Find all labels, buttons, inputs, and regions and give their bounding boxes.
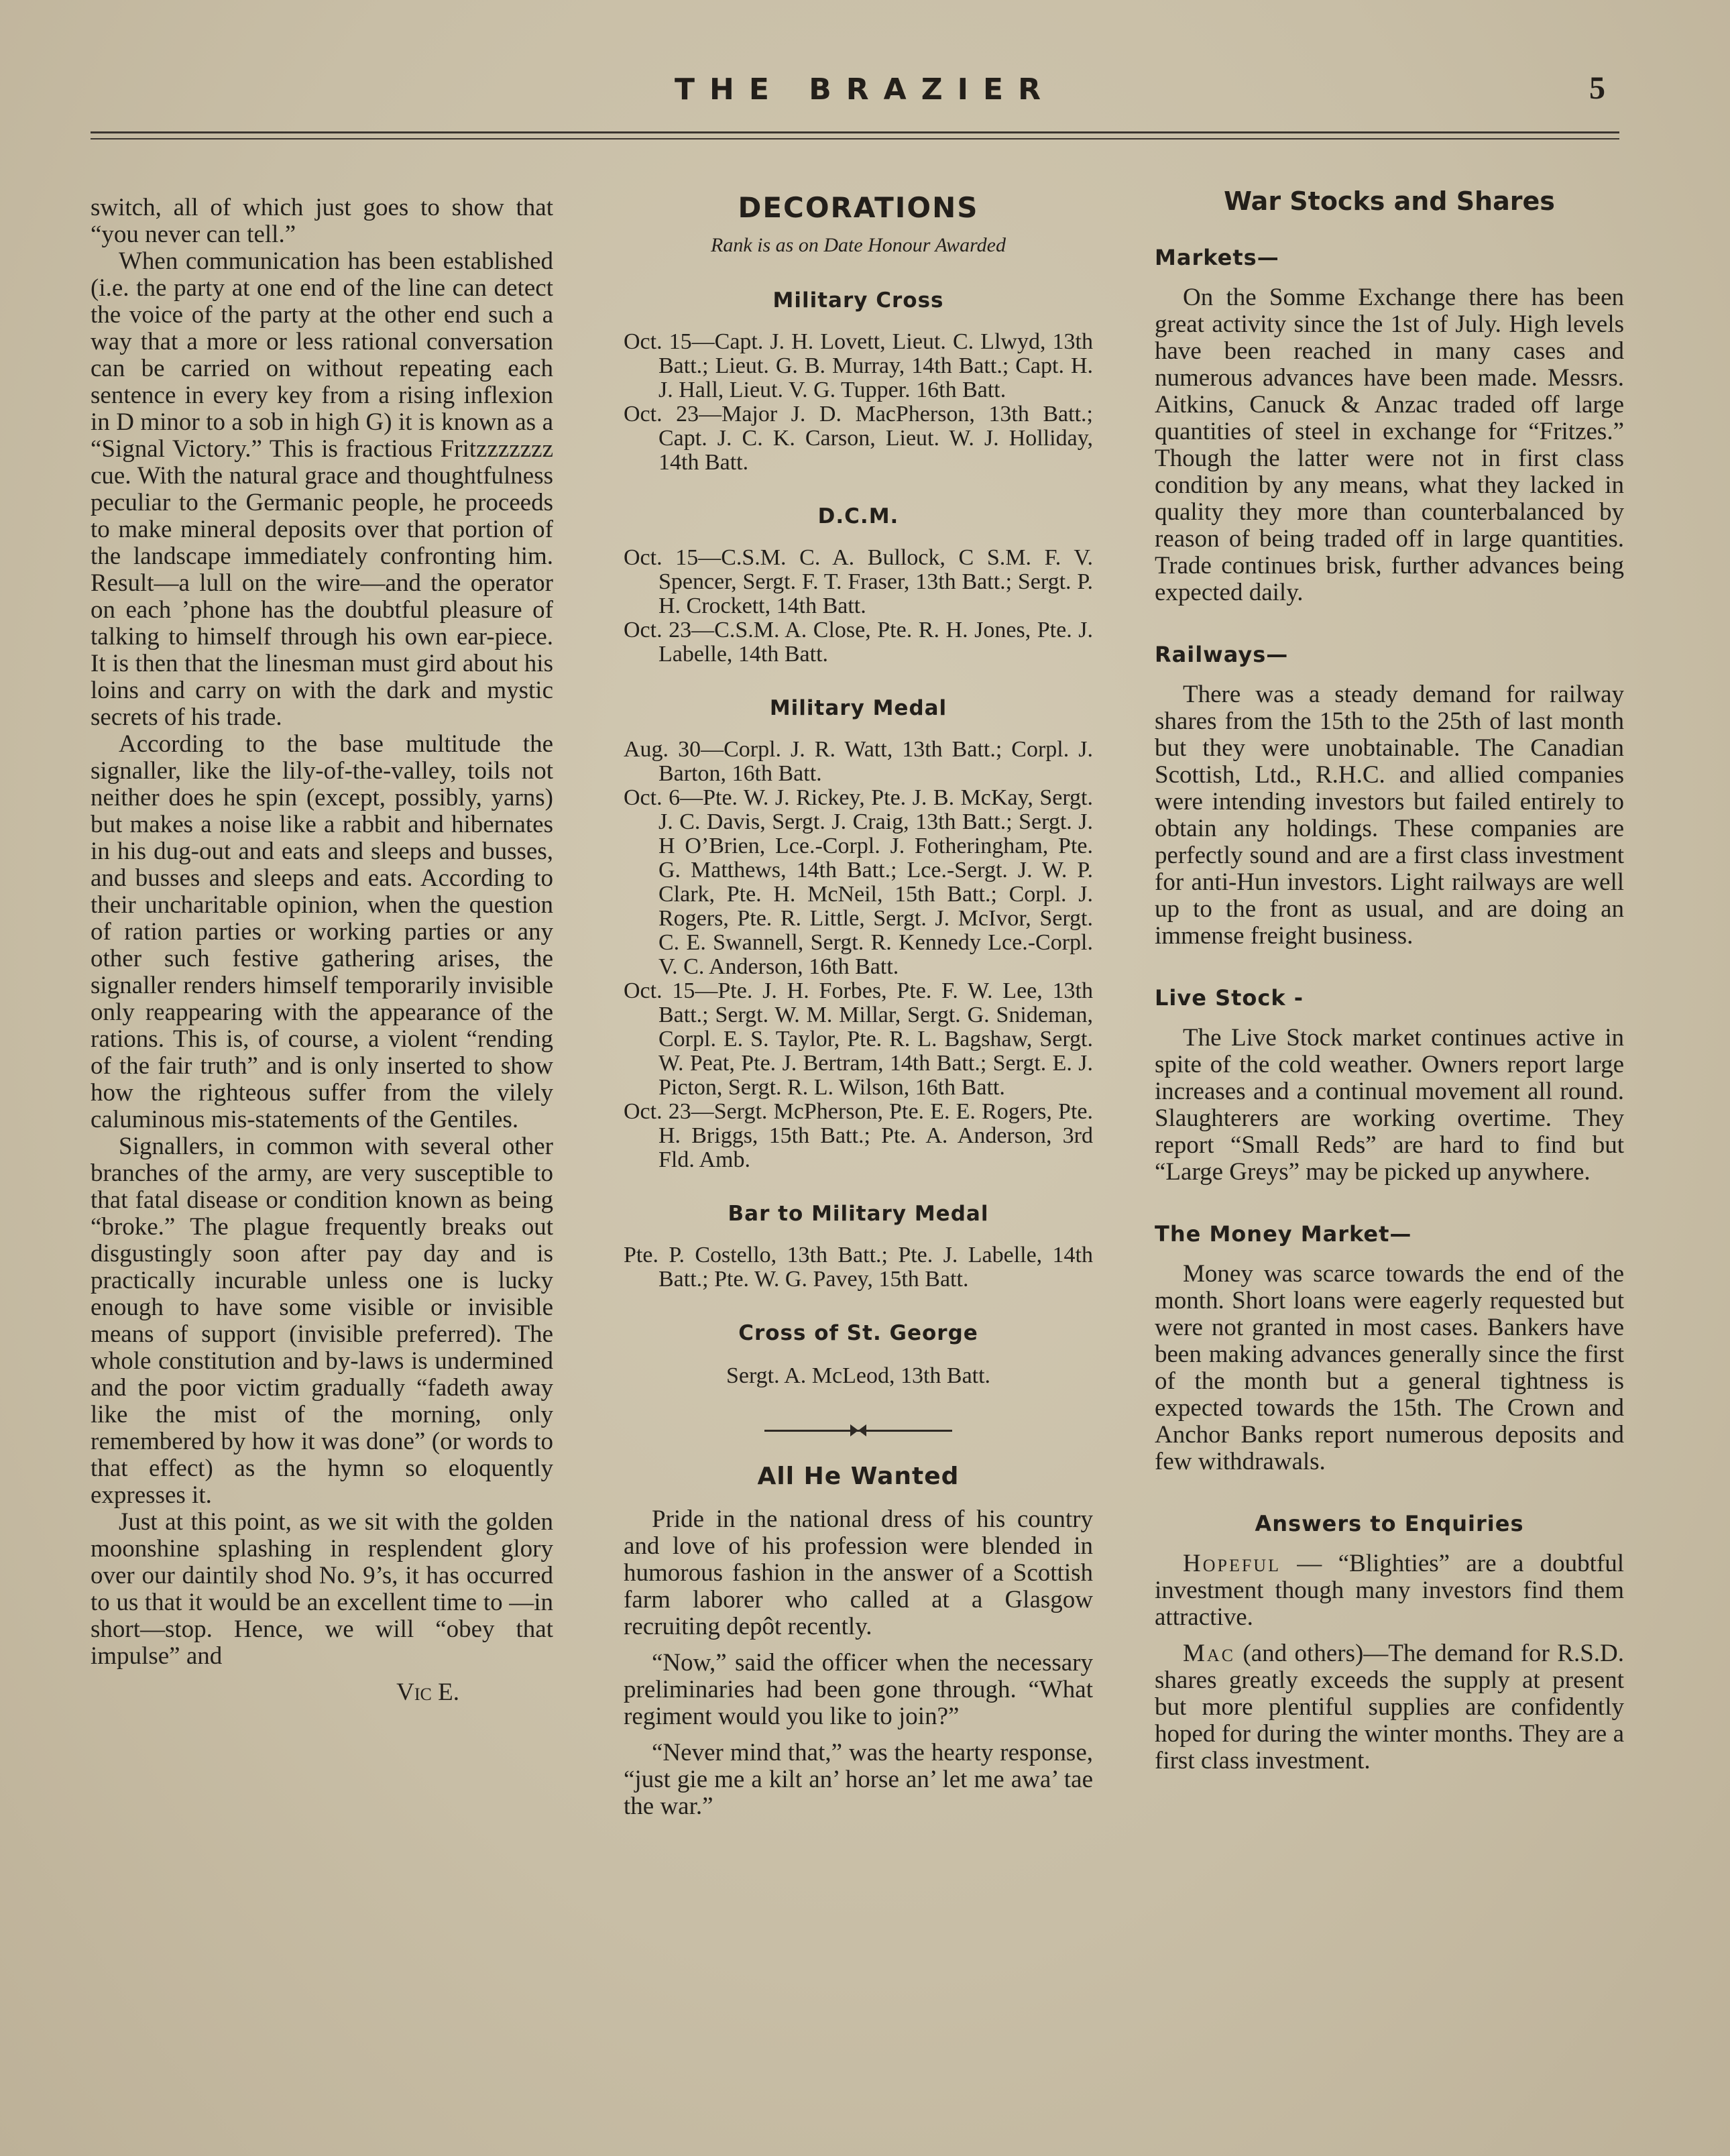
middle-column bbox=[624, 191, 1093, 1820]
masthead-title: THE BRAZIER bbox=[675, 72, 1055, 107]
military-medal-heading: Military Medal bbox=[769, 696, 947, 720]
bar-to-medal-heading: Bar to Military Medal bbox=[728, 1202, 989, 1226]
paragraph: “Never mind that,” was the hearty response, “just gie me a kilt an’ horse an’ let me awa’ tae the war.” bbox=[624, 1739, 1093, 1820]
paragraph: switch, all of which just goes to show that “you never can tell.” bbox=[91, 194, 553, 248]
live-stock-section bbox=[1155, 984, 1624, 1186]
answer-text: (and others)—The demand for R.S.D. shares greatly exceeds the supply at present but more plentiful supplies are confidently hoped for during the winter months. They are a first class investment. bbox=[1155, 1640, 1624, 1774]
money-market-heading: The Money Market— bbox=[1155, 1221, 1412, 1247]
answer-hopeful bbox=[1155, 1550, 1624, 1631]
war-stocks-title: War Stocks and Shares bbox=[1224, 186, 1555, 216]
award-entry: Oct. 15—C.S.M. C. A. Bullock, C S.M. F. V. Spencer, Sergt. F. T. Fraser, 13th Batt.; Sergt. P. H. Crockett, 14th Batt. bbox=[624, 545, 1093, 618]
answer-name: Hopeful bbox=[1183, 1550, 1281, 1577]
paragraph: “Now,” said the officer when the necessary preliminaries had been gone through. “What regiment would you like to join?” bbox=[624, 1649, 1093, 1730]
page-number: 5 bbox=[1589, 70, 1605, 106]
header-rule-top bbox=[91, 131, 1619, 133]
award-entry: Oct. 15—Pte. J. H. Forbes, Pte. F. W. Lee, 13th Batt.; Sergt. W. M. Millar, Sergt. G. Snideman, Corpl. E. S. Taylor, Pte. R. L. Bagshaw, Sergt. W. Peat, Pte. J. Bertram, 14th Batt.; Sergt. E. J. Picton, Sergt. R. L. Wilson, 16th Batt. bbox=[624, 978, 1093, 1100]
paragraph: When communication has been established (i.e. the party at one end of the line can detect the voice of the party at the other end such a way that a more or less rational conversation can be carried on without repeating each sentence in every key from a rising inflexion in D minor to a sob in high G) it is known as a “Signal Victory.” This is fractious Fritzzzzzzz cue. With the natural grace and thoughtfulness peculiar to the Germanic people, he proceeds to make mineral deposits over that portion of the landscape immediately confronting him. Result—a lull on the wire—and the operator on each ’phone has the doubtful pleasure of talking to himself through his own ear-piece. It is then that the linesman must gird about his loins and carry on with the dark and mystic secrets of his trade. bbox=[91, 247, 553, 731]
award-entry: Oct. 23—Sergt. McPherson, Pte. E. E. Rogers, Pte. H. Briggs, 15th Batt.; Pte. A. Anderson, 3rd Fld. Amb. bbox=[624, 1099, 1093, 1172]
answers-heading: Answers to Enquiries bbox=[1255, 1511, 1524, 1536]
paragraph: On the Somme Exchange there has been great activity since the 1st of July. High levels have been reached in many cases and numerous advances have been made. Messrs. Aitkins, Canuck & Anzac traded off large quantities of steel in exchange for “Fritzes.” Though the latter were not in first class condition by any means, what they lacked in quality they more than counterbalanced by reason of being traded off in large quantities. Trade continues brisk, further advances being expected daily. bbox=[1155, 284, 1624, 606]
answer-name: Mac bbox=[1183, 1640, 1236, 1667]
military-cross-heading: Military Cross bbox=[772, 288, 944, 313]
paragraph: Money was scarce towards the end of the month. Short loans were eagerly requested but were not granted in most cases. Bankers have been making advances generally since the first of the month but a general tightness is expected towards the 15th. The Crown and Anchor Banks report numerous deposits and few withdrawals. bbox=[1155, 1260, 1624, 1475]
live-stock-heading: Live Stock - bbox=[1155, 985, 1304, 1011]
right-column bbox=[1155, 186, 1624, 1809]
all-he-wanted-heading: All He Wanted bbox=[757, 1463, 960, 1490]
author-signature: Vic E. bbox=[396, 1679, 459, 1706]
markets-section bbox=[1155, 244, 1624, 606]
header-rule-bottom bbox=[91, 138, 1619, 139]
award-entry: Oct. 23—Major J. D. MacPherson, 13th Batt.; Capt. J. C. K. Carson, Lieut. W. J. Holliday, 14th Batt. bbox=[624, 402, 1093, 475]
railways-heading: Railways— bbox=[1155, 642, 1289, 667]
award-entry: Oct. 23—C.S.M. A. Close, Pte. R. H. Jones, Pte. J. Labelle, 14th Batt. bbox=[624, 618, 1093, 667]
markets-heading: Markets— bbox=[1155, 245, 1279, 270]
ornamental-divider bbox=[764, 1416, 952, 1443]
decorations-subtitle: Rank is as on Date Honour Awarded bbox=[711, 234, 1006, 256]
answer-mac bbox=[1155, 1640, 1624, 1774]
award-entry: Sergt. A. McLeod, 13th Batt. bbox=[726, 1363, 991, 1388]
divider-ornament-icon bbox=[850, 1424, 866, 1436]
paragraph: Pride in the national dress of his country and love of his profession were blended in humorous fashion in the answer of a Scottish farm laborer who called at a Glasgow recruiting depôt recently. bbox=[624, 1506, 1093, 1640]
paragraph: Just at this point, as we sit with the golden moonshine splashing in resplendent glory over our daintily shod No. 9’s, it has occurred to us that it would be an excellent time to —in short—stop. Hence, we will “obey that impulse” and bbox=[91, 1508, 553, 1670]
award-entry: Oct. 6—Pte. W. J. Rickey, Pte. J. B. McKay, Sergt. J. C. Davis, Sergt. J. Craig, 13th Batt.; Sergt. J. H O’Brien, Lce.-Corpl. J. Fotheringham, Pte. G. Matthews, 14th Batt.; Lce.-Sergt. J. W. P. Clark, Pte. H. McNeil, 15th Batt.; Corpl. J. Rogers, Pte. R. Little, Sergt. J. McIvor, Sergt. C. E. Swannell, Sergt. R. Kennedy Lce.-Corpl. V. C. Anderson, 16th Batt. bbox=[624, 785, 1093, 979]
divider-line bbox=[764, 1430, 952, 1432]
paragraph: According to the base multitude the signaller, like the lily-of-the-valley, toils not neither does he spin (except, possibly, yarns) but makes a noise like a rabbit and hibernates in his dug-out and eats and sleeps and busses, and busses and sleeps and eats. According to their uncharitable opinion, when the question of ration parties or working parties or any other such festive gathering arises, the signaller renders himself temporarily invisible only reappearing with the appearance of the rations. This is, of course, a violent “rending of the fair truth” and is only inserted to show how the righteous suffer from the vilely caluminous mis-statements of the Gentiles. bbox=[91, 730, 553, 1133]
left-column bbox=[91, 194, 553, 1706]
decorations-title: DECORATIONS bbox=[738, 191, 979, 224]
award-entry: Oct. 15—Capt. J. H. Lovett, Lieut. C. Llwyd, 13th Batt.; Lieut. G. B. Murray, 14th Batt.; Capt. H. J. Hall, Lieut. V. G. Tupper. 16th Batt. bbox=[624, 329, 1093, 402]
answer-text: — “Blighties” are a doubtful investment though many investors find them attractive. bbox=[1155, 1550, 1624, 1631]
paragraph: Signallers, in common with several other branches of the army, are very susceptible to that fatal disease or condition known as being “broke.” The plague frequently breaks out disgustingly soon after pay day and is practically incurable unless one is lucky enough to have some visible or invisible means of support (invisible preferred). The whole constitution and by-laws is undermined and the poor victim gradually “fadeth away like the mist of the morning, only remembered by how it was done” (or words to that effect) as the hymn so eloquently expresses it. bbox=[91, 1133, 553, 1509]
award-entry: Aug. 30—Corpl. J. R. Watt, 13th Batt.; Corpl. J. Barton, 16th Batt. bbox=[624, 737, 1093, 786]
award-entry: Pte. P. Costello, 13th Batt.; Pte. J. Labelle, 14th Batt.; Pte. W. G. Pavey, 15th Batt. bbox=[624, 1243, 1093, 1292]
money-market-section bbox=[1155, 1221, 1624, 1475]
cross-st-george-heading: Cross of St. George bbox=[738, 1321, 978, 1345]
railways-section bbox=[1155, 641, 1624, 950]
dcm-heading: D.C.M. bbox=[817, 504, 899, 528]
answers-section bbox=[1155, 1510, 1624, 1774]
paragraph: There was a steady demand for railway shares from the 15th to the 25th of last month but they were unobtainable. The Canadian Scottish, Ltd., R.H.C. and allied companies were intending investors but failed entirely to obtain any holdings. These companies are perfectly sound and are a first class investment for anti-Hun investors. Light railways are well up to the front as usual, and are doing an immense freight business. bbox=[1155, 681, 1624, 950]
paragraph: The Live Stock market continues active in spite of the cold weather. Owners report large increases and a continual movement all round. Slaughterers are working overtime. They report “Small Reds” are hard to find but “Large Greys” may be picked up anywhere. bbox=[1155, 1024, 1624, 1186]
